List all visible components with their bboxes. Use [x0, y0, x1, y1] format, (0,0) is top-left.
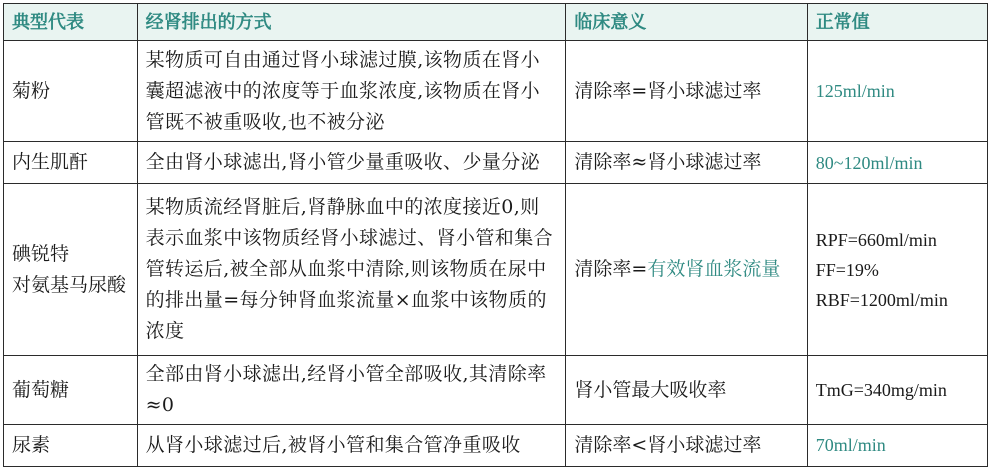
- table-header-row: [4, 4, 988, 41]
- table-row-urea: [4, 424, 988, 466]
- clearance-table-container: [3, 3, 988, 467]
- excretion-mechanism: 某物质流经肾脏后,肾静脉血中的浓度接近0,则表示血浆中该物质经肾小球滤过、肾小管和集合管转运后,被全部从血浆中清除,则该物质在尿中的排出量=每分钟肾血浆流量×血浆中该物质的浓度: [137, 184, 566, 356]
- substance-name: 菊粉: [4, 41, 138, 142]
- substance-name: 内生肌酐: [4, 142, 138, 184]
- substance-name-line-1: 碘锐特: [12, 242, 70, 265]
- substance-name-line-2: 对氨基马尿酸: [12, 273, 127, 296]
- table-row-creatinine: [4, 142, 988, 184]
- significance-prefix: 清除率=: [574, 258, 648, 281]
- normal-value: 80~120ml/min: [807, 142, 987, 184]
- substance-name: [4, 184, 138, 356]
- header-clinical-significance: 临床意义: [566, 4, 807, 41]
- header-normal-value: 正常值: [807, 4, 987, 41]
- clinical-significance: 清除率=肾小球滤过率: [566, 41, 807, 142]
- substance-name: 尿素: [4, 424, 138, 466]
- clinical-significance: 清除率<肾小球滤过率: [566, 424, 807, 466]
- excretion-mechanism: 从肾小球滤过后,被肾小管和集合管净重吸收: [137, 424, 566, 466]
- significance-highlight: 有效肾血浆流量: [647, 258, 781, 281]
- clinical-significance: 肾小管最大吸收率: [566, 356, 807, 425]
- renal-clearance-table: [3, 3, 988, 467]
- normal-value-rpf: RPF=660ml/min: [815, 229, 937, 250]
- excretion-mechanism: 全部由肾小球滤出,经肾小管全部吸收,其清除率≈0: [137, 356, 566, 425]
- table-row-inulin: [4, 41, 988, 142]
- header-excretion-mode: 经肾排出的方式: [137, 4, 566, 41]
- normal-value-rbf: RBF=1200ml/min: [815, 289, 948, 310]
- normal-value: 125ml/min: [807, 41, 987, 142]
- clinical-significance: [566, 184, 807, 356]
- normal-value: [807, 184, 987, 356]
- excretion-mechanism: 全由肾小球滤出,肾小管少量重吸收、少量分泌: [137, 142, 566, 184]
- substance-name: 葡萄糖: [4, 356, 138, 425]
- clinical-significance: 清除率≈肾小球滤过率: [566, 142, 807, 184]
- normal-value: TmG=340mg/min: [807, 356, 987, 425]
- table-row-glucose: [4, 356, 988, 425]
- normal-value-ff: FF=19%: [815, 259, 879, 280]
- header-typical-substance: 典型代表: [4, 4, 138, 41]
- table-row-diodrast-pah: [4, 184, 988, 356]
- normal-value: 70ml/min: [807, 424, 987, 466]
- excretion-mechanism: 某物质可自由通过肾小球滤过膜,该物质在肾小囊超滤液中的浓度等于血浆浓度,该物质在肾小管既不被重吸收,也不被分泌: [137, 41, 566, 142]
